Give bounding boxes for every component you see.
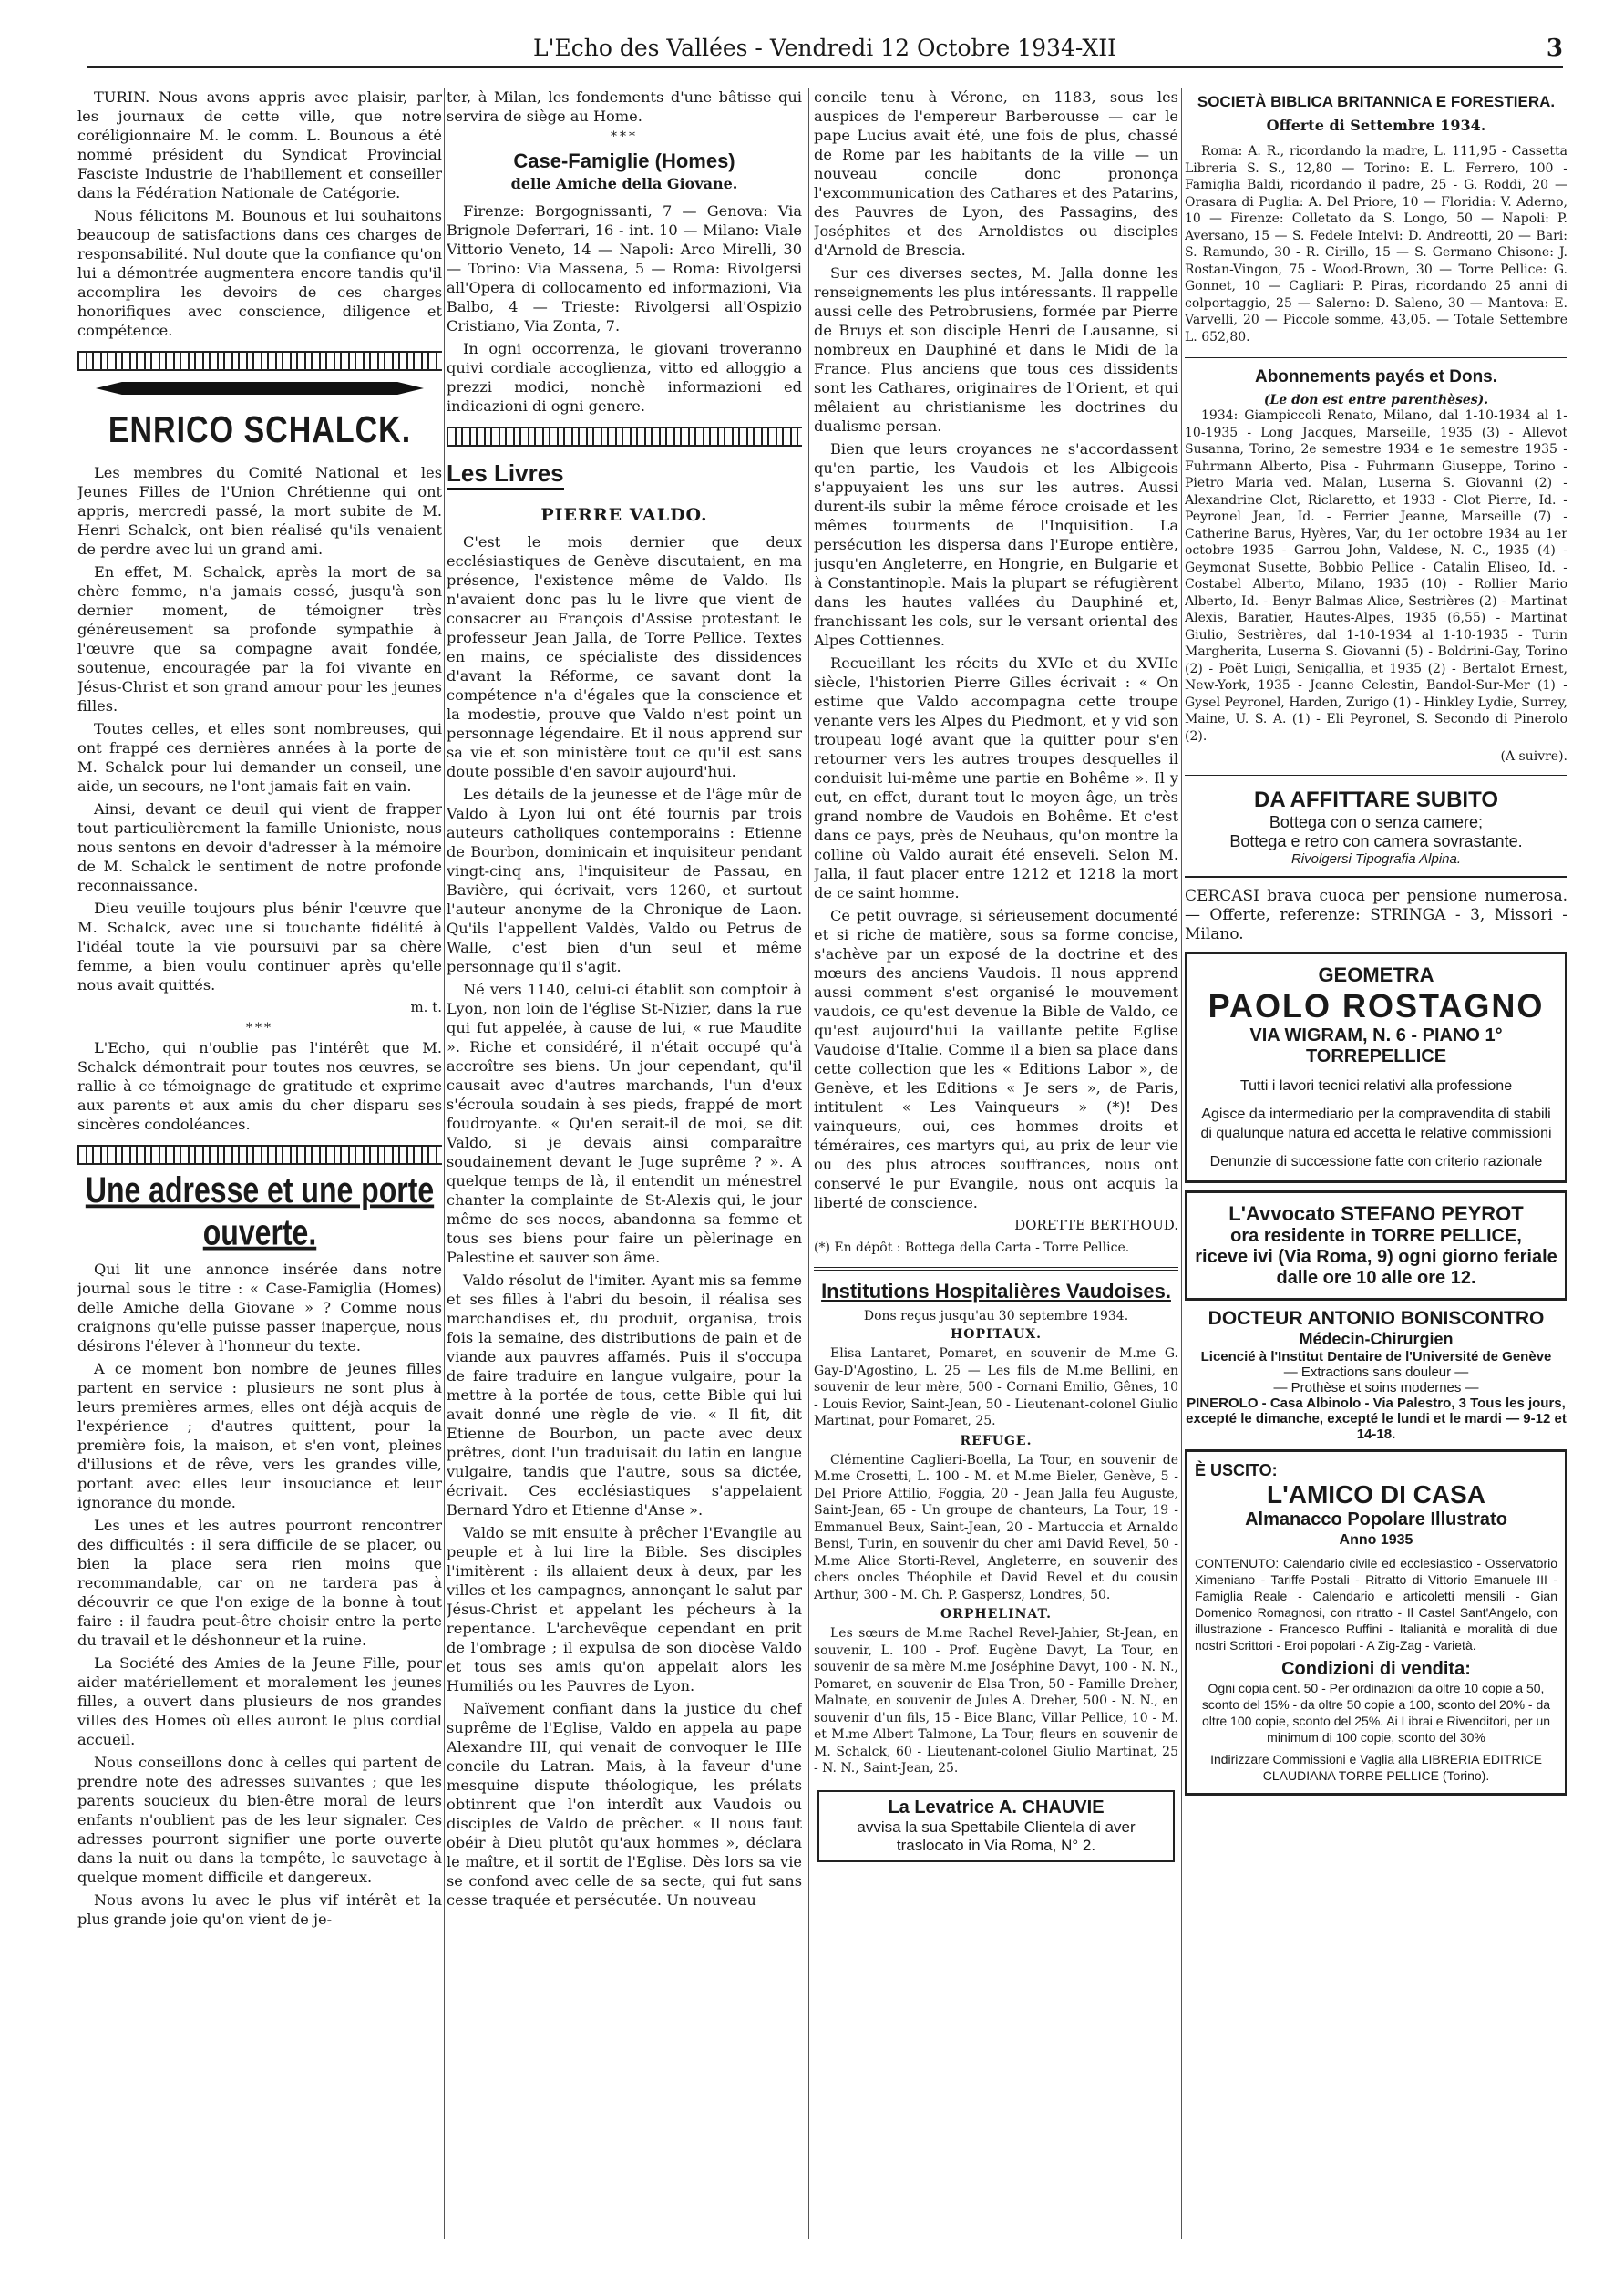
case-famiglie-heading: Case-Famiglie (Homes) (513, 149, 735, 172)
ornament-rule (96, 382, 424, 395)
divider (814, 1267, 1178, 1271)
continued-text: ter, à Milan, les fondements d'une bâtisse qui servira de siège au Home. (447, 88, 802, 125)
column-rule (444, 88, 445, 2239)
asterism: *** (246, 1021, 273, 1035)
biblica-heading: SOCIETÀ BIBLICA BRITANNICA E FORESTIERA. (1197, 93, 1556, 110)
adresse-paragraph: La Société des Amies de la Jeune Fille, pour aider matériellement et moralement les jeunes filles, a ouvert dans plusieurs de nos grandes villes des Homes où elles auront le plus cordial accueil. (77, 1654, 442, 1748)
valdo-heading: PIERRE VALDO. (540, 505, 708, 525)
avvocato-line: ora residente in TORRE PELLICE, (1230, 1225, 1522, 1246)
adresse-paragraph: Qui lit une annonce insérée dans notre journal sous le titre : « Case-Famiglia (Homes) delle Amiche della Giovane » ? Comme nous craignons qu'elle puisse passer inaperçue, nous désirons l'élever à l'honneur du texte. (77, 1261, 442, 1354)
levatrice-ad (817, 1790, 1175, 1862)
amico-ad (1185, 1449, 1567, 1796)
donations-list (814, 1327, 1178, 1777)
schalck-paragraph: Ainsi, devant ce deuil qui vient de frapper tout particulièrement la famille Unioniste, nous nous sentons en devoir d'adresser à la mémoire de M. Schalck le sentiment de notre profonde reconnaissance. (77, 800, 442, 894)
schalck-signature: m. t. (410, 999, 442, 1015)
valdo-paragraph: Bien que leurs croyances ne s'accordassent qu'en partie, les Vaudois et les Albigeois s'appuyaient les uns sur les autres. Aussi durent-ils subir la même féroce croisade et les mêmes tourments de l'Inquisition. La persécution les dispersa dans l'Europe entière, jusqu'en Angleterre, en Hongrie, en Bulgarie et à Constantinople. Mais la plupart se réfugièrent dans les hautes vallées du Dauphiné et, franchissant les cols, sur le versant oriental des Alpes Cottiennes. (814, 440, 1178, 649)
valdo-paragraph: Les détails de la jeunesse et de l'âge mûr de Valdo à Lyon lui ont été fournis par trois auteurs catholiques contemporains : Etienne de Bourbon, dominicain et inquisiteur pendant vingt-cinq ans, l'inquisiteur de Passau, en Bavière, qui écrivait, vers 1260, et surtout l'auteur anonyme de la Chronique de Laon. Qu'ils l'appellent Valdès, Valdo ou Petrus de Walle, c'est bien d'un seul et même personnage qu'il s'agit. (447, 786, 802, 975)
geometra-town: TORREPELLICE (1305, 1045, 1447, 1066)
avvocato-line: riceve ivi (Via Roma, 9) ogni giorno feriale dalle ore 10 alle ore 12. (1195, 1246, 1557, 1288)
schalck-paragraph: Dieu veuille toujours plus bénir l'œuvre que M. Schalck, avec une si touchante fidélité à l'idéal toute la vie poursuivi par sa chère femme, a bien voulu continuer après qu'elle nous avait quittés. (77, 900, 442, 994)
orphelinat-text: Les sœurs de M.me Rachel Revel-Jahier, St-Jean, en souvenir, L. 100 - Prof. Eugène Davyt, La Tour, en souvenir de sa mère M.me Joséphine Davyt, 100 - N. N., Pomaret, en souvenir de Elsa Tron, 50 - Famille Dreher, Malnate, en souvenir de Jules A. Dreher, 500 - N. N., en souvenir d'un fils, 15 - Bice Blanc, Villar Pellice, 10 - M. et M.me Albert Talmone, La Tour, fleurs en souvenir de M. Schalck, 60 - Lieutenant-colonel Giulio Martinat, 25 - N. N., Saint-Jean, 25. (814, 1626, 1178, 1776)
ornament-divider (77, 1145, 442, 1165)
affittare-contact: Rivolgersi Tipografia Alpina. (1290, 850, 1462, 867)
case-famiglie-paragraph: Firenze: Borgognissanti, 7 — Genova: Via Brignole Deferrari, 16 - int. 10 — Milano: Viale Vittorio Veneto, 14 — Napoli: Arco Mirelli, 30 — Torino: Via Massena, 5 — Roma: Rivolgersi all'Opera di collocamento ed informazioni, Via Balbo, 4 — Trieste: Rivolgersi all'Ospizio Cristiano, Via Zonta, 7. (447, 202, 802, 335)
divider (1185, 775, 1567, 778)
abonnements-heading: Abonnements payés et Dons. (1254, 367, 1498, 386)
refuge-text: Clémentine Caglieri-Boella, La Tour, en souvenir de M.me Crosetti, L. 100 - M. et M.me Bieler, Genève, 5 - Del Priore Attilio, Foggia, 20 - Jean Jalla feu Auguste, Saint-Jean, 65 - Un groupe de chanteurs, La Tour, 19 - Emmanuel Beux, Saint-Jean, 20 - Martuccia et Arnaldo Bensi, Turin, en souvenir du cher ami David Revel, 50 - M.me Alice Storti-Revel, Angleterre, en souvenir des chers oncles Théophile et David Revel et du cousin Arthur, 300 - M. Ch. P. Gaspersz, Londres, 50. (814, 1452, 1178, 1602)
abonnements-subheading: (Le don est entre parenthèses). (1263, 393, 1489, 407)
adresse-paragraph: Les unes et les autres pourront rencontrer des difficultés : il sera difficile de se placer, ou bien la place sera rien moins que recommandable, car on ne tardera pas à découvrir ce que l'on exige de la bonne à tout faire : il faudra peut-être choisir entre la perte du travail et le déshonneur et la ruine. (77, 1517, 442, 1649)
ornament-divider (77, 351, 442, 371)
column-rule (1181, 88, 1182, 2239)
amico-title: L'AMICO DI CASA (1267, 1479, 1485, 1509)
amico-footer: Indirizzare Commissioni e Vaglia alla LIBRERIA EDITRICE CLAUDIANA TORRE PELLICE (Torino). (1210, 1751, 1542, 1783)
divider (1185, 355, 1567, 358)
valdo-signature: DORETTE BERTHOUD. (1014, 1217, 1178, 1233)
geometra-line: Tutti i lavori tecnici relativi alla professione (1239, 1077, 1513, 1094)
case-famiglie-paragraph: In ogni occorrenza, le giovani troveranno quivi cordiale accoglienza, vitto ed alloggio a prezzi modici, nonchè informazioni ed indicazioni di ogni genere. (447, 340, 802, 415)
column-rule (808, 88, 809, 2239)
valdo-paragraph: C'est le mois dernier que deux ecclésiastiques de Genève discutaient, en ma présence, l'existence même de Valdo. Ils n'avaient donc pas lu le livre que vient de consacrer au François d'Assise protestant le professeur Jean Jalla, de Torre Pellice. Textes en mains, ce spécialiste des dissidences d'avant la Réforme, ce savant dont la compétence n'a d'égales que la conscience et la modestie, prouve que Valdo n'est point un personnage légendaire. Et il nous apprend sur sa vie et son ministère tout ce qu'il est sans doute possible d'en savoir aujourd'hui. (447, 533, 802, 780)
valdo-paragraph: Valdo résolut de l'imiter. Ayant mis sa femme et ses filles à l'abri du besoin, il réalisa ses marchandises et, du produit, organisa, trois fois la semaine, des distributions de pain et de viande aux pauvres affamés. Puis il s'occupa de faire traduire en langue vulgaire, pour la mettre à la portée de tous, cette Bible qui lui avait donné une règle de vie. « Il fit, dit Etienne de Bourbon, un pacte avec deux prêtres, dont l'un traduisait du latin en langue vulgaire, tandis que l'autre, sous sa dictée, écrivait. Ces ecclésiastiques s'appelaient Bernard Ydro et Etienne d'Anse ». (447, 1272, 802, 1519)
levatrice-title: La Levatrice A. CHAUVIE (888, 1797, 1105, 1818)
geometra-line: Agisce da intermediario per la compravendita di stabili di qualunque natura ed accetta le relative commissioni (1200, 1106, 1552, 1141)
echo-note: L'Echo, qui n'oublie pas l'intérêt que M. Schalck démontrait pour toutes nos œuvres, se rallie à ce témoignage de gratitude et exprime aux parents et aux amis du cher disparu ses sincères condoléances. (77, 1039, 442, 1133)
cercasi-ad: CERCASI brava cuoca per pensione numerosa. — Offerte, referenze: STRINGA - 3, Missori - Milano. (1185, 886, 1567, 943)
avvocato-ad (1185, 1190, 1567, 1301)
asterism: *** (611, 129, 638, 144)
dentist-licence: Licencié à l'Institut Dentaire de l'Université de Genève (1200, 1348, 1552, 1365)
affittare-line: Bottega con o senza camere; (1269, 812, 1484, 831)
institutions-intro: Dons reçus jusqu'au 30 septembre 1934. (863, 1309, 1129, 1323)
masthead-title: L'Echo des Vallées - Vendredi 12 Octobre 1934-XII (533, 35, 1116, 61)
amico-contents: CONTENUTO: Calendario civile ed ecclesiastico - Osservatorio Ximeniano - Tariffe Postali - Ritratto di Vittorio Emanuele III - Famiglia Reale - Calendario e articoletti mensili - Gian Domenico Romagnosi, con ritratto - Il Castel Sant'Angelo, con illustrazione - Francesco Ruffini - Italianità e moralità di due nostri Scrittori - Eroi popolari - A Zig-Zag - Varietà. (1195, 1555, 1557, 1653)
abonnements-text: 1934: Giampiccoli Renato, Milano, dal 1-10-1934 al 1-10-1935 - Long Jacques, Marseille, 1935 (3) - Allevot Susanna, Torino, 2e semestre 1934 e 1e semestre 1935 - Fuhrmann Alberto, Pisa - Fuhrmann Giuseppe, Torino - Pietro Maria ved. Malan, Luserna S. Giovanni (2) - Alexandrine Clot, Riclaretto, et 1933 - Clot Pierre, Id. - Peyronel Jean, Id. - Ferrier Jeanne, Marseille (7) - Catherine Barus, Hyères, Var, du 1er octobre 1934 au 1er octobre 1935 - Garrou John, Valdese, N. C., 1935 (4) - Geymonat Susette, Bobbio Pellice - Catalin Eliseo, Id. - Costabel Alberto, Milano, 1935 (10) - Rollier Mario Alberto, Id. - Benyr Balmas Alice, Sestrières (2) - Martinat Alexis, Baratier, Hautes-Alpes, 1935 (6,55) - Martinat Giulio, Sestrières, dal 1-10-1934 al 1-10-1935 - Turin Margherita, Luserna S. Giovanni (5) - Boldrini-Gay, Torino (2) - Poët Luigi, Senigallia, et 1935 (2) - Bertalot Ernest, New-York, 1935 - Jeanne Celestin, Bandol-Sur-Mer (1) - Gysel Peyronel, Harden, Zurigo (1) - Hinkley Lydie, Surrey, Maine, U. S. A. (1) - Eli Peyronel, S. Secondo di Pinerolo (2). (1185, 408, 1567, 744)
masthead (87, 35, 1563, 68)
turin-paragraph: TURIN. Nous avons appris avec plaisir, par les journaux de cette ville, que notre coréligionnaire M. le comm. L. Bounous a été nommé président du Syndicat Provincial Fasciste Industrie de l'habillement et conseiller dans la Fédération Nationale de Catégorie. (77, 88, 442, 201)
levatrice-text: avvisa la sua Spettabile Clientela di aver traslocato in Via Roma, N° 2. (857, 1818, 1136, 1854)
valdo-footnote: (*) En dépôt : Bottega della Carta - Torre Pellice. (814, 1241, 1130, 1255)
adresse-paragraph: A ce moment bon nombre de jeunes filles partent en service : plusieurs ne sont plus à leurs premières armes, elles ont déjà acquis de l'expérience ; d'autres quittent, pour la première fois, la maison, et s'en vont, pleines d'illusions et de rêve, vers les grandes ville, portant avec elles leur insouciance et leur ignorance du monde. (77, 1360, 442, 1511)
abonnements-continued: (A suivre). (1500, 749, 1567, 764)
geometra-address: VIA WIGRAM, N. 6 - PIANO 1° (1249, 1025, 1503, 1045)
geometra-ad (1185, 952, 1567, 1183)
amico-subtitle: Almanacco Popolare Illustrato (1245, 1509, 1507, 1529)
schalck-paragraph: Toutes celles, et elles sont nombreuses, qui ont frappé ces dernières années à la porte de M. Schalck pour lui demander un conseil, une aide, un secours, ne l'ont jamais fait en vain. (77, 720, 442, 795)
dentist-name: DOCTEUR ANTONIO BONISCONTRO (1208, 1307, 1545, 1329)
orphelinat-label: ORPHELINAT. (940, 1607, 1053, 1622)
dentist-ad (1185, 1308, 1567, 1442)
schalck-paragraph: En effet, M. Schalck, après la mort de sa chère femme, n'a jamais cessé, jusqu'à son dernier moment, de témoigner très généreusement sa profonde sympathie à l'œuvre que sa compagne avait fondée, soutenue, encouragée par la foi vivante en Jésus-Christ et son grand amour pour les jeunes filles. (77, 563, 442, 715)
valdo-paragraph: Sur ces diverses sectes, M. Jalla donne les renseignements les plus intéressants. Il rappelle aussi celle des Petrobrusiens, formée par Pierre de Bruys et son disciple Henri de Lausanne, si nombreux en Dauphiné et dans le Midi de la France. Plus anciens que tous ces dissidents sont les Cathares, originaires de l'Orient, et qui mêlaient au christianisme les doctrines du dualisme persan. (814, 264, 1178, 435)
geometra-line: Denunzie di successione fatte con criterio razionale (1209, 1153, 1543, 1169)
affittare-line: Bottega e retro con camera sovrastante. (1229, 831, 1523, 850)
ornament-divider (447, 427, 802, 447)
column-2 (447, 88, 802, 2239)
dentist-title: Médecin-Chirurgien (1299, 1329, 1454, 1348)
column-1 (77, 88, 442, 2239)
amico-label: È USCITO: (1195, 1460, 1278, 1479)
institutions-heading: Institutions Hospitalières Vaudoises. (821, 1280, 1171, 1303)
geometra-name: PAOLO ROSTAGNO (1208, 986, 1545, 1025)
amico-conditions: Ogni copia cent. 50 - Per ordinazioni da oltre 10 copie a 50, sconto del 15% - da oltre 50 copie a 100, sconto del 20% - da oltre 100 copie, sconto del 25%. Ai Librai e Rivenditori, per un minimum di 100 copie, sconto del 30% (1201, 1680, 1551, 1745)
livres-heading: Les Livres (447, 459, 564, 490)
turin-paragraph: Nous félicitons M. Bounous et lui souhaitons beaucoup de satisfactions dans ces charges de responsabilité. Nul doute que la confiance qu'on lui a démontrée augmentera encore tandis qu'il accomplira les devoirs de ces charges honorifiques avec conscience, diligence et compétence. (77, 207, 442, 339)
biblica-text: Roma: A. R., ricordando la madre, L. 111,95 - Cassetta Libreria S. S., 12,80 — Torino: E. L. Ferrero, 100 - Famiglia Baldi, ricordando il padre, 25 - G. Roddi, 20 — Orasara di Puglia: A. Del Priore, 10 — Floridia: V. Aderno, 10 — Firenze: Colletato da S. Longo, 50 — Napoli: P. Aversano, 15 — S. Fedele Intelvi: D. Andreotti, 20 — Bari: S. Ramundo, 30 - R. Cirillo, 15 — S. Germano Chisone: J. Rostan-Vingon, 75 - Wood-Brown, 30 — Torre Pellice: G. Gonnet, 10 — Cagliari: P. Piras, ricordando 25 anni di colportaggio, 25 — Salerno: D. Saleno, 30 — Mantova: E. Varvelli, 20 — Piccole somme, 43,05. — Totale Settembre L. 652,80. (1185, 144, 1567, 345)
refuge-label: REFUGE. (960, 1433, 1033, 1448)
valdo-paragraph: Naïvement confiant dans la justice du chef suprême de l'Eglise, Valdo en appela au pape Alexandre III, qui venait de convoquer le IIIe concile du Latran. Mais, à la faveur d'une mesquine dispute théologique, les prélats obtinrent que l'on interdît aux Vaudois ou disciples de Valdo de prêcher. « Il nous faut obéir à Dieu plutôt qu'aux hommes », déclara le maître, et il sortit de l'Eglise. Dès lors sa vie se confond avec celle de sa secte, qui fut sans cesse traquée et persécutée. Un nouveau (447, 1700, 802, 1909)
adresse-paragraph: Nous conseillons donc à celles qui partent de prendre note des adresses suivantes ; que les parents soucieux du bien-être moral de leurs enfants n'oublient pas de les leur signaler. Ces adresses pourront signifier une porte ouverte dans la nuit ou dans la tempête, le sauvetage à quelque moment difficile et dangereux. (77, 1754, 442, 1886)
case-famiglie-subheading: delle Amiche della Giovane. (510, 175, 738, 192)
geometra-title: GEOMETRA (1318, 963, 1434, 986)
adresse-heading: Une adresse et une porte ouverte. (85, 1169, 435, 1252)
schalck-paragraph: Les membres du Comité National et les Jeunes Filles de l'Union Chrétienne qui ont appris, mercredi passé, la mort subite de M. Henri Schalck, ont bien réalisé qu'ils venaient de perdre avec lui un grand ami. (77, 464, 442, 558)
valdo-paragraph: concile tenu à Vérone, en 1183, sous les auspices de l'empereur Barberousse — car le pape Lucius avait été, une fois de plus, chassé de Rome par les habitants de la ville — un nouveau concile donc prononça l'excommunication des Cathares et des Patarins, des Pauvres de Lyon, des Passagins, des Joséphites et des Arnoldistes ou disciples d'Arnold de Brescia. (814, 88, 1178, 259)
page-number: 3 (1546, 35, 1563, 62)
amico-year: Anno 1935 (1339, 1531, 1413, 1548)
avvocato-name: L'Avvocato STEFANO PEYROT (1228, 1201, 1524, 1225)
adresse-paragraph: Nous avons lu avec le plus vif intérêt et la plus grande joie qu'on vient de je- (77, 1891, 442, 1928)
affittare-ad (1185, 788, 1567, 867)
hopitaux-label: HOPITAUX. (951, 1327, 1042, 1342)
schalck-heading: ENRICO SCHALCK. (108, 409, 412, 451)
dentist-line: — Prothèse et soins modernes — (1273, 1379, 1479, 1395)
valdo-paragraph: Recueillant les récits du XVIe et du XVIIe siècle, l'historien Pierre Gilles écrivait : « On estime que Valdo accompagna cette troupe venante vers les Alpes du Piedmont, et y vid son troupeau logé avant que la quitter pour s'en retourner vers les autres troupes desquelles il conduisit lui-même une partie en Bohême ». Il y eut, en effet, durant tout le moyen âge, un très grand nombre de Vaudois en Bohême. Et c'est dans ce pays, près de Neuhaus, qu'on montre la colline où Valdo aurait été enseveli. Selon M. Jalla, il faut placer entre 1212 et 1218 la mort de ce saint homme. (814, 654, 1178, 901)
column-4 (1185, 88, 1567, 2239)
amico-conditions-title: Condizioni di vendita: (1281, 1658, 1471, 1679)
divider (1185, 876, 1567, 878)
affittare-title: DA AFFITTARE SUBITO (1254, 787, 1498, 812)
column-3 (814, 88, 1178, 2239)
biblica-subheading: Offerte di Settembre 1934. (1266, 117, 1486, 134)
dentist-address: PINEROLO - Casa Albinolo - Via Palestro, 3 Tous les jours, excepté le dimanche, excepté le lundi et le mardi — 9-12 et 14-18. (1186, 1395, 1567, 1442)
hopitaux-text: Elisa Lantaret, Pomaret, en souvenir de M.me G. Gay-D'Agostino, L. 25 — Les fils de M.me Bellini, en souvenir de leur mère, 500 - Cornani Emilio, Gênes, 10 - Louis Revior, Saint-Jean, 50 - Lieutenant-colonel Giulio Martinat, pour Pomaret, 25. (814, 1346, 1178, 1428)
valdo-paragraph: Valdo se mit ensuite à prêcher l'Evangile au peuple et à lui lire la Bible. Ses disciples l'imitèrent : ils allaient deux à deux, par les villes et les campagnes, annonçant le salut par Jésus-Christ et appelant les pécheurs à la repentance. L'archevêque cependant en prit de l'ombrage ; il expulsa de son diocèse Valdo et tous ses amis qu'on appelait alors les Humiliés ou les Pauvres de Lyon. (447, 1524, 802, 1694)
valdo-paragraph: Ce petit ouvrage, si sérieusement documenté et si riche de matière, sous sa forme concise, s'achève par un exposé de la doctrine et des mœurs des anciens Vaudois. Il nous apprend aussi comment s'est organisé le mouvement vaudois, ce qu'est devenue la Bible de Valdo, ce qu'est aujourd'hui la vaillante petite Eglise Vaudoise d'Italie. Comme il a bien sa place dans cette collection que les « Editions Labor », de Genève, et les Editions « Je sers », de Paris, intitulent « Les Vainqueurs » (*)! Des vainqueurs, oui, ces hommes droits et téméraires, ces martyrs qui, au prix de leur vie ou des plus atroces souffrances, nous ont conservé le pur Evangile, nous ont acquis la liberté de conscience. (814, 907, 1178, 1211)
dentist-line: — Extractions sans douleur — (1283, 1364, 1469, 1380)
valdo-paragraph: Né vers 1140, celui-ci établit son comptoir à Lyon, non loin de l'église St-Nizier, dans la rue qui fut appelée, à cause de lui, « rue Maudite ». Riche et considéré, il n'était occupé qu'à accroître ses biens. Un jour cependant, qu'il causait avec d'autres marchands, l'un d'eux s'écroula soudain à ses pieds, frappé de mort foudroyante. « Qu'en serait-il de moi, se dit Valdo, si je devais ainsi comparaître soudainement devant le Juge suprême ? ». A quelque temps de là, il entendit un ménestrel chanter la complainte de St-Alexis qui, le jour même de ses noces, abandonna sa femme et tous ses biens pour faire un pèlerinage en Palestine et sauver son âme. (447, 981, 802, 1266)
